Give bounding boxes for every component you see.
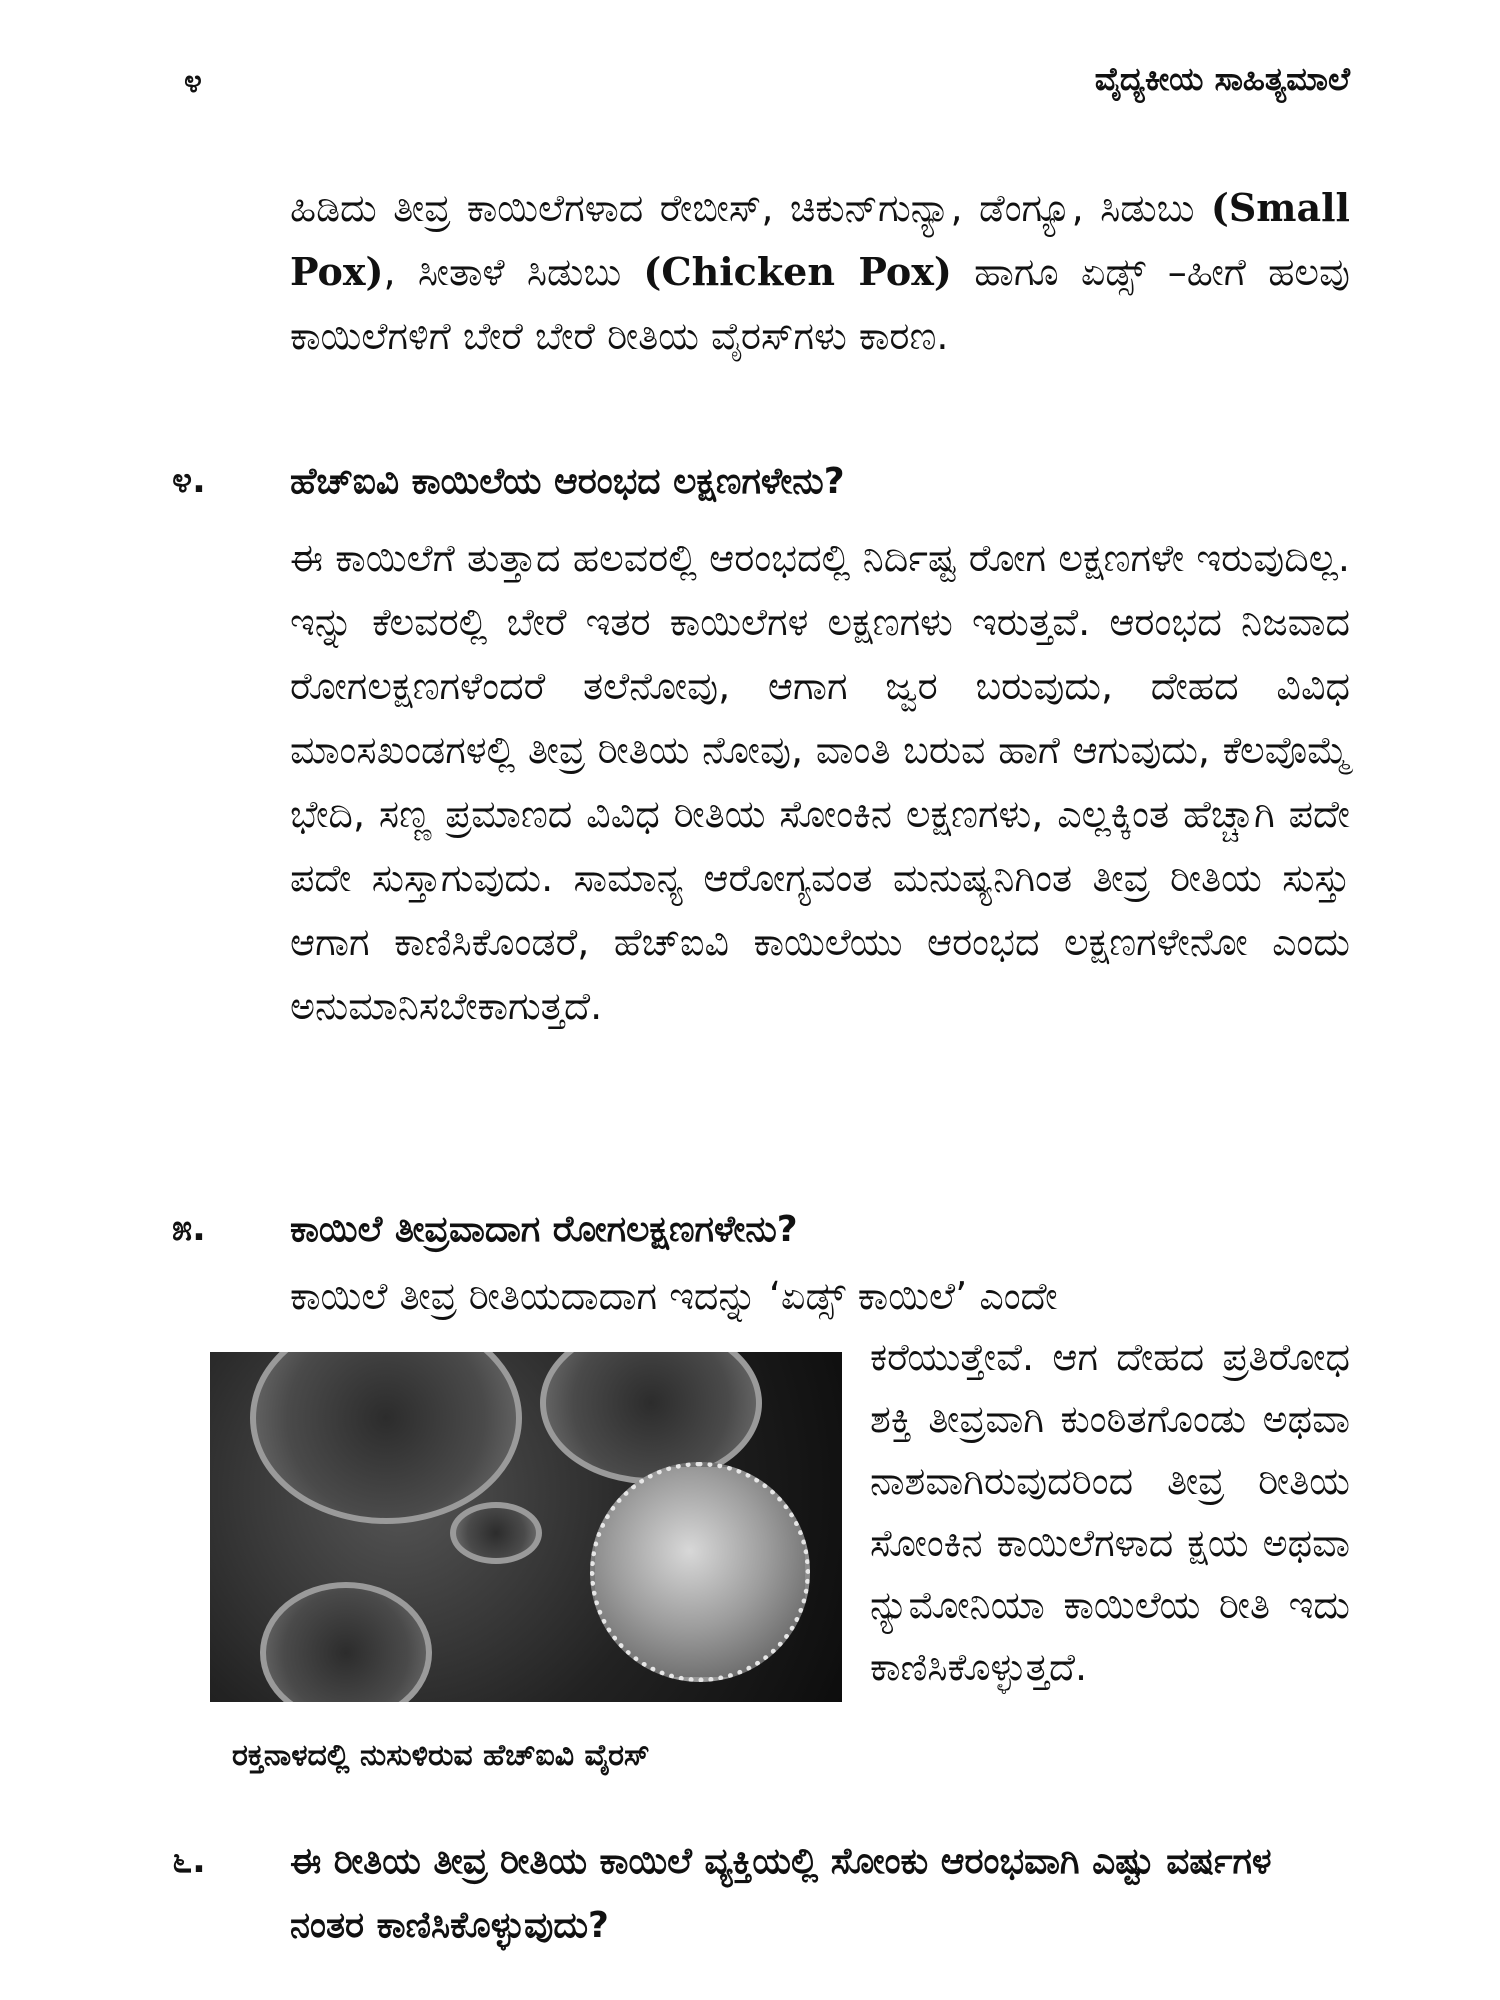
small-pox-term: (Small Pox): [290, 185, 1350, 294]
blood-cell-shape: [540, 1352, 762, 1484]
question-6-title: ಈ ರೀತಿಯ ತೀವ್ರ ರೀತಿಯ ಕಾಯಿಲೆ ವ್ಯಕ್ತಿಯಲ್ಲಿ ಸೋಂಕು ಆರಂಭವಾಗಿ ಎಷ್ಟು ವರ್ಷಗಳ ನಂತರ ಕಾಣಿಸಿಕೊಳ್ಳುವುದು?: [290, 1841, 1272, 1946]
hiv-virus-figure: [210, 1352, 842, 1702]
chicken-pox-term: (Chicken Pox): [643, 249, 952, 294]
question-6-number: ೬.: [172, 1840, 206, 1881]
question-5-title: ಕಾಯಿಲೆ ತೀವ್ರವಾದಾಗ ರೋಗಲಕ್ಷಣಗಳೇನು?: [290, 1209, 798, 1250]
question-4-title: ಹೆಚ್‌ಐವಿ ಕಾಯಿಲೆಯ ಆರಂಭದ ಲಕ್ಷಣಗಳೇನು?: [290, 461, 845, 502]
blood-cell-shape: [450, 1502, 542, 1564]
question-5-answer-wrap: ಕರೆಯುತ್ತೇವೆ. ಆಗ ದೇಹದ ಪ್ರತಿರೋಧ ಶಕ್ತಿ ತೀವ್ರವಾಗಿ ಕುಂಠಿತಗೊಂಡು ಅಥವಾ ನಾಶವಾಗಿರುವುದರಿಂದ ತೀವ್ರ ರೀತಿಯ ಸೋಂಕಿನ ಕಾಯಿಲೆಗಳಾದ ಕ್ಷಯ ಅಥವಾ ನ್ಯುಮೋನಿಯಾ ಕಾಯಿಲೆಯ ರೀತಿ ಇದು ಕಾಣಿಸಿಕೊಳ್ಳುತ್ತದೆ.: [870, 1335, 1350, 1689]
intro-text-mid: , ಸೀತಾಳೆ ಸಿಡುಬು: [383, 250, 644, 294]
question-5-number: ೫.: [172, 1208, 206, 1249]
intro-text-pre: ಸಿಡುಬು: [1100, 186, 1211, 230]
question-4-answer: ಈ ಕಾಯಿಲೆಗೆ ತುತ್ತಾದ ಹಲವರಲ್ಲಿ ಆರಂಭದಲ್ಲಿ ನಿರ್ದಿಷ್ಟ ರೋಗ ಲಕ್ಷಣಗಳೇ ಇರುವುದಿಲ್ಲ. ಇನ್ನು ಕೆಲವರಲ್ಲಿ ಬೇರೆ ಇತರ ಕಾಯಿಲೆಗಳ ಲಕ್ಷಣಗಳು ಇರುತ್ತವೆ. ಆರಂಭದ ನಿಜವಾದ ರೋಗಲಕ್ಷಣಗಳೆಂದರೆ ತಲೆನೋವು, ಆಗಾಗ ಜ್ವರ ಬರುವುದು, ದೇಹದ ವಿವಿಧ ಮಾಂಸಖಂಡಗಳಲ್ಲಿ ತೀವ್ರ ರೀತಿಯ ನೋವು, ವಾಂತಿ ಬರುವ ಹಾಗೆ ಆಗುವುದು, ಕೆಲವೊಮ್ಮೆ ಭೇದಿ, ಸಣ್ಣ ಪ್ರಮಾಣದ ವಿವಿಧ ರೀತಿಯ ಸೋಂಕಿನ ಲಕ್ಷಣಗಳು, ಎಲ್ಲಕ್ಕಿಂತ ಹೆಚ್ಚಾಗಿ ಪದೇ ಪದೇ ಸುಸ್ತಾಗುವುದು. ಸಾಮಾನ್ಯ ಆರೋಗ್ಯವಂತ ಮನುಷ್ಯನಿಗಿಂತ ತೀವ್ರ ರೀತಿಯ ಸುಸ್ತು ಆಗಾಗ ಕಾಣಿಸಿಕೊಂಡರೆ, ಹೆಚ್‌ಐವಿ ಕಾಯಿಲೆಯು ಆರಂಭದ ಲಕ್ಷಣಗಳೇನೋ ಎಂದು ಅನುಮಾನಿಸಬೇಕಾಗುತ್ತದೆ.: [290, 536, 1350, 1028]
page-number: ೪: [184, 62, 202, 100]
running-head: ವೈದ್ಯಕೀಯ ಸಾಹಿತ್ಯಮಾಲೆ: [1094, 60, 1350, 98]
question-5-answer-line-1: ಕಾಯಿಲೆ ತೀವ್ರ ರೀತಿಯದಾದಾಗ ಇದನ್ನು ‘ಏಡ್ಸ್ ಕಾಯಿಲೆ’ ಎಂದೇ: [290, 1274, 1058, 1318]
question-4-number: ೪.: [172, 460, 206, 501]
intro-text-post: ಹಾಗೂ ಏಡ್ಸ್ –ಹೀಗೆ ಹಲವು ಕಾಯಿಲೆಗಳಿಗೆ ಬೇರೆ ಬೇರೆ ರೀತಿಯ ವೈರಸ್‌ಗಳು ಕಾರಣ.: [290, 250, 1350, 358]
intro-paragraph: [290, 176, 1350, 368]
intro-line-1: ಹಿಡಿದು ತೀವ್ರ ಕಾಯಿಲೆಗಳಾದ ರೇಬೀಸ್, ಚಿಕುನ್‌ಗುನ್ಯಾ, ಡೆಂಗ್ಯೂ,: [290, 186, 1084, 230]
hiv-virus-particle: [590, 1462, 810, 1682]
figure-caption: ರಕ್ತನಾಳದಲ್ಲಿ ನುಸುಳಿರುವ ಹೆಚ್‌ಐವಿ ವೈರಸ್: [232, 1738, 650, 1773]
blood-cell-shape: [250, 1352, 522, 1524]
blood-cell-shape: [260, 1582, 432, 1702]
